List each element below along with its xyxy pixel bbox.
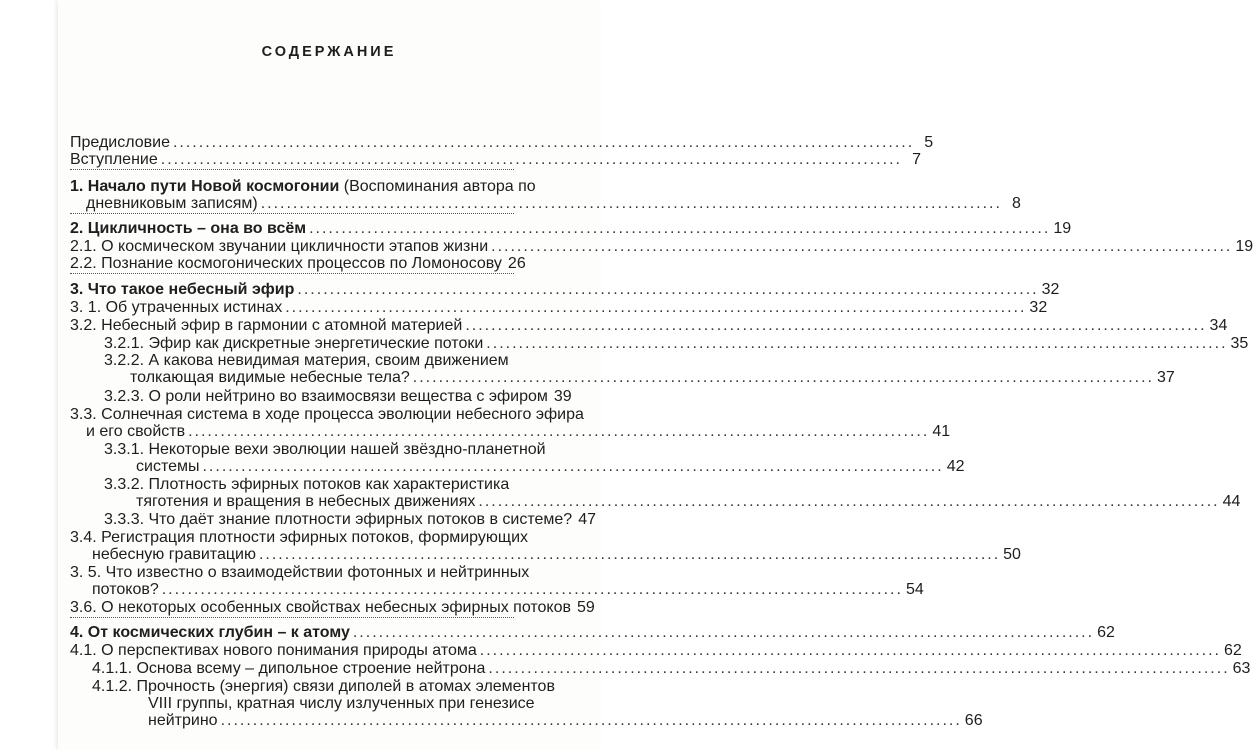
section-divider xyxy=(70,617,514,618)
toc-page-number: 5 xyxy=(924,134,934,151)
toc-page-number: 62 xyxy=(1224,642,1242,659)
toc-entry-3-2-2-cont[interactable] xyxy=(130,369,1175,387)
toc-leader-dots: ................................................................................................................... xyxy=(260,195,1002,212)
toc-entry-label: 3.6. О некоторых особенных свойствах небесных эфирных потоков xyxy=(70,599,571,616)
toc-entry-label: 3.4. Регистрация плотности эфирных потоков, формирующих xyxy=(70,529,528,546)
toc-page-number: 42 xyxy=(946,458,965,475)
table-of-contents xyxy=(58,0,1253,750)
toc-chapter-title: 1. Начало пути Новой космогонии xyxy=(70,178,344,195)
toc-page-number: 66 xyxy=(964,712,983,729)
toc-chapter-title: 4. От космических глубин – к атому xyxy=(70,624,350,641)
toc-entry-3-6[interactable] xyxy=(70,599,595,617)
toc-entry-label: 3.2.1. Эфир как дискретные энергетические потоки xyxy=(104,335,484,352)
toc-page-number: 19 xyxy=(1235,238,1253,255)
toc-entry-label: потоков? xyxy=(92,581,159,598)
toc-chapter-title: 2. Цикличность – она во всём xyxy=(70,220,307,237)
toc-page-number: 47 xyxy=(578,511,596,528)
toc-leader-dots: ................................................................................................................... xyxy=(478,493,1220,510)
toc-page-number: 7 xyxy=(912,151,921,168)
toc-page-number: 62 xyxy=(1097,624,1115,641)
toc-page-number: 44 xyxy=(1222,493,1241,510)
toc-page-number: 59 xyxy=(577,599,595,616)
toc-entry-label: 3. 5. Что известно о взаимодействии фотонных и нейтринных xyxy=(70,564,530,581)
toc-entry-label: 2.2. Познание космогонических процессов по Ломоносову xyxy=(70,255,502,272)
toc-page-number: 54 xyxy=(905,581,924,598)
toc-entry-label: VIII группы, кратная числу излученных при генезисе xyxy=(148,695,535,712)
toc-entry-3-3[interactable] xyxy=(70,406,584,424)
toc-leader-dots: ................................................................................................................... xyxy=(297,281,1039,298)
toc-entry-4-1[interactable] xyxy=(70,642,1242,660)
toc-entry-3-3-2-cont[interactable] xyxy=(136,493,1241,511)
toc-entry-label: 3. 1. Об утраченных истинах xyxy=(70,299,283,316)
toc-entry-label: 4.1.1. Основа всему – дипольное строение нейтрона xyxy=(92,660,486,677)
section-divider xyxy=(70,273,514,274)
toc-entry-label: небесную гравитацию xyxy=(92,546,256,563)
toc-leader-dots: ................................................................................................................... xyxy=(491,238,1233,255)
toc-entry-2-1[interactable] xyxy=(70,238,1253,256)
toc-entry-label: Вступление xyxy=(70,151,158,168)
toc-entry-label: и его свойств xyxy=(86,423,186,440)
toc-entry-chapter-1-cont[interactable] xyxy=(86,195,1021,213)
toc-entry-label: 3.2.2. А какова невидимая материя, своим движением xyxy=(104,352,509,369)
toc-entry-3-1[interactable] xyxy=(70,299,1048,317)
toc-entry-label: (Воспоминания автора по xyxy=(343,178,536,195)
toc-entry-label: 3.3.2. Плотность эфирных потоков как характеристика xyxy=(104,476,510,493)
toc-entry-label: толкающая видимые небесные тела? xyxy=(130,369,410,386)
toc-entry-4-1-2[interactable] xyxy=(92,678,555,696)
toc-page-number: 26 xyxy=(507,255,526,272)
toc-leader-dots: ................................................................................................................... xyxy=(220,712,962,729)
toc-page-number: 35 xyxy=(1230,335,1249,352)
toc-entry-label: 3.3.3. Что даёт знание плотности эфирных потоков в системе? xyxy=(104,511,573,528)
toc-entry-3-5-cont[interactable] xyxy=(92,581,924,599)
toc-entry-2-2[interactable] xyxy=(70,255,526,273)
toc-entry-label: 4.1. О перспективах нового понимания природы атома xyxy=(70,642,477,659)
section-divider xyxy=(70,213,514,214)
toc-entry-chapter-4[interactable] xyxy=(70,624,1115,642)
toc-entry-label: дневниковым записям) xyxy=(86,195,258,212)
toc-entry-3-4[interactable] xyxy=(70,529,528,547)
toc-entry-label: 3.2.3. О роли нейтрино во взаимосвязи вещества с эфиром xyxy=(104,388,548,405)
book-page xyxy=(58,0,1253,750)
toc-page-number: 39 xyxy=(553,388,572,405)
toc-entry-3-2-3[interactable] xyxy=(104,388,572,406)
toc-leader-dots: ................................................................................................................... xyxy=(258,546,1001,563)
toc-entry-label: 3.2. Небесный эфир в гармонии с атомной материей xyxy=(70,317,463,334)
toc-entry-3-3-1-cont[interactable] xyxy=(136,458,965,476)
toc-entry-introduction[interactable] xyxy=(70,151,921,169)
toc-page-number: 32 xyxy=(1029,299,1048,316)
toc-entry-label: системы xyxy=(136,458,200,475)
toc-leader-dots: ................................................................................................................... xyxy=(160,151,902,168)
toc-entry-4-1-2-cont1[interactable] xyxy=(148,695,535,713)
toc-entry-label: 4.1.2. Прочность (энергия) связи диполей в атомах элементов xyxy=(92,678,555,695)
toc-chapter-title: 3. Что такое небесный эфир xyxy=(70,281,295,298)
toc-leader-dots: ................................................................................................................... xyxy=(352,624,1095,641)
toc-entry-chapter-3[interactable] xyxy=(70,281,1060,299)
toc-entry-label: 2.1. О космическом звучании цикличности этапов жизни xyxy=(70,238,489,255)
toc-leader-dots: ................................................................................................................... xyxy=(479,642,1221,659)
toc-entry-3-3-3[interactable] xyxy=(104,511,596,529)
toc-leader-dots: ................................................................................................................... xyxy=(202,458,944,475)
toc-entry-3-2[interactable] xyxy=(70,317,1228,335)
toc-page-number: 63 xyxy=(1232,660,1251,677)
toc-leader-dots: ................................................................................................................... xyxy=(309,220,1051,237)
toc-entry-label: 3.3.1. Некоторые вехи эволюции нашей звёздно-планетной xyxy=(104,441,546,458)
toc-entry-3-2-2[interactable] xyxy=(104,352,514,370)
toc-page-number: 37 xyxy=(1157,369,1175,386)
page-title: СОДЕРЖАНИЕ xyxy=(261,44,397,60)
toc-page-number: 50 xyxy=(1003,546,1021,563)
toc-leader-dots: ................................................................................................................... xyxy=(488,660,1230,677)
toc-entry-4-1-1[interactable] xyxy=(92,660,1251,678)
toc-leader-dots: ................................................................................................................... xyxy=(486,335,1228,352)
toc-entry-3-3-cont[interactable] xyxy=(86,423,951,441)
toc-entry-3-2-1[interactable] xyxy=(104,335,1249,353)
toc-entry-label: Предисловие xyxy=(70,134,170,151)
section-divider xyxy=(70,169,514,170)
toc-entry-chapter-1[interactable] xyxy=(70,178,536,196)
toc-leader-dots: ................................................................................................................... xyxy=(172,134,915,151)
toc-page-number: 32 xyxy=(1041,281,1060,298)
toc-leader-dots: ................................................................................................................... xyxy=(412,369,1154,386)
toc-entry-chapter-2[interactable] xyxy=(70,220,1072,238)
toc-leader-dots: ................................................................................................................... xyxy=(465,317,1207,334)
toc-entry-3-3-1[interactable] xyxy=(104,441,546,459)
toc-page-number: 34 xyxy=(1209,317,1228,334)
toc-page-number: 41 xyxy=(932,423,951,440)
toc-entry-3-5[interactable] xyxy=(70,564,530,582)
toc-leader-dots: ................................................................................................................... xyxy=(161,581,903,598)
toc-entry-label: тяготения и вращения в небесных движениях xyxy=(136,493,476,510)
toc-leader-dots: ................................................................................................................... xyxy=(188,423,930,440)
toc-entry-preface[interactable] xyxy=(70,134,934,152)
toc-entry-label: 3.3. Солнечная система в ходе процесса эволюции небесного эфира xyxy=(70,406,584,423)
toc-entry-3-3-2[interactable] xyxy=(104,476,514,494)
toc-entry-3-4-cont[interactable] xyxy=(92,546,1021,564)
toc-leader-dots: ................................................................................................................... xyxy=(285,299,1027,316)
toc-page-number: 19 xyxy=(1053,220,1072,237)
toc-entry-label: нейтрино xyxy=(148,712,218,729)
toc-entry-4-1-2-cont2[interactable] xyxy=(148,712,983,730)
toc-page-number: 8 xyxy=(1012,195,1021,212)
